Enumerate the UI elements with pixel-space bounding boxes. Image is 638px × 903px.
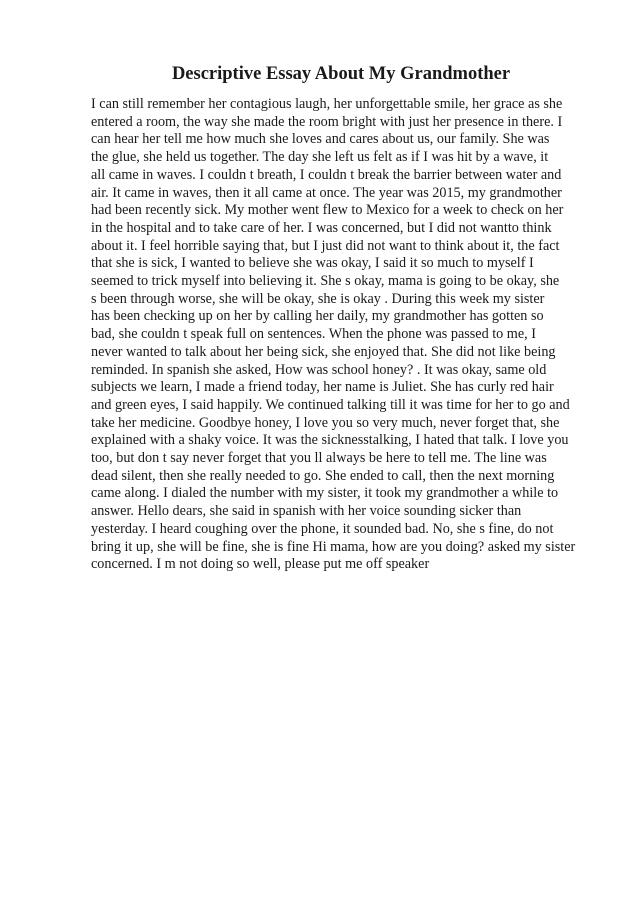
essay-body (91, 96, 601, 574)
essay-line: concerned. I m not doing so well, please put me off speaker (91, 556, 430, 573)
essay-line: all came in waves. I couldn t breath, I couldn t break the barrier between water and (91, 166, 562, 183)
essay-line: in the hospital and to take care of her. I was concerned, but I did not wantto think (91, 219, 552, 236)
essay-line: answer. Hello dears, she said in spanish with her voice sounding sicker than (91, 503, 522, 520)
essay-line: bad, she couldn t speak full on sentences. When the phone was passed to me, I (91, 326, 536, 343)
essay-line: about it. I feel horrible saying that, but I just did not want to think about it, the fact (91, 237, 560, 254)
essay-line: yesterday. I heard coughing over the phone, it sounded bad. No, she s fine, do not (91, 520, 554, 537)
essay-line: can hear her tell me how much she loves and cares about us, our family. She was (91, 131, 550, 148)
essay-line: that she is sick, I wanted to believe she was okay, I said it so much to myself I (91, 255, 534, 272)
essay-line: the glue, she held us together. The day she left us felt as if I was hit by a wave, it (91, 149, 549, 166)
essay-line: has been checking up on her by calling her daily, my grandmother has gotten so (91, 308, 544, 325)
essay-line: seemed to trick myself into believing it. She s okay, mama is going to be okay, she (91, 273, 560, 290)
essay-line: had been recently sick. My mother went flew to Mexico for a week to check on her (91, 202, 564, 219)
essay-line: entered a room, the way she made the room bright with just her presence in there. I (91, 113, 563, 130)
essay-line: never wanted to talk about her being sick, she enjoyed that. She did not like being (91, 343, 556, 360)
essay-line: too, but don t say never forget that you ll always be here to tell me. The line was (91, 450, 547, 467)
essay-line: explained with a shaky voice. It was the sicknesstalking, I hated that talk. I love you (91, 432, 569, 449)
essay-title: Descriptive Essay About My Grandmother (171, 64, 511, 84)
essay-line: air. It came in waves, then it all came at once. The year was 2015, my grandmother (91, 184, 562, 201)
essay-line: s been through worse, she will be okay, she is okay . During this week my sister (91, 290, 545, 307)
essay-line: subjects we learn, I made a friend today, her name is Juliet. She has curly red hair (91, 379, 554, 396)
essay-line: dead silent, then she really needed to go. She ended to call, then the next morning (91, 467, 555, 484)
essay-line: I can still remember her contagious laugh, her unforgettable smile, her grace as she (91, 96, 563, 112)
essay-line: and green eyes, I said happily. We continued talking till it was time for her to go and (91, 396, 570, 413)
essay-line: take her medicine. Goodbye honey, I love you so very much, never forget that, she (91, 414, 560, 431)
essay-line: came along. I dialed the number with my sister, it took my grandmother a while to (91, 485, 559, 502)
essay-line: reminded. In spanish she asked, How was school honey? . It was okay, same old (91, 361, 547, 378)
essay-line: bring it up, she will be fine, she is fine Hi mama, how are you doing? asked my sister (91, 538, 576, 555)
